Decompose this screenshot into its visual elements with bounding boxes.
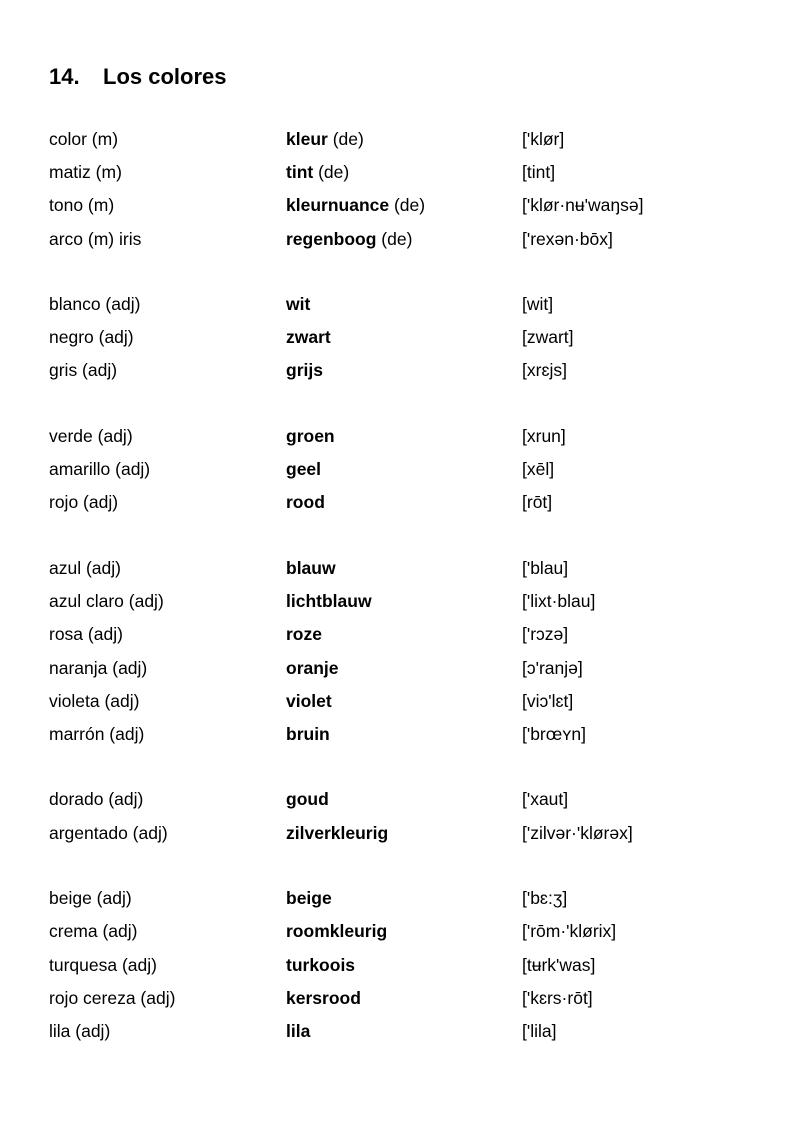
dutch-term-cell — [286, 161, 522, 183]
vocab-group — [49, 551, 769, 751]
spanish-term: naranja (adj) — [49, 657, 148, 678]
dutch-word: kleur — [286, 128, 328, 149]
dutch-term-cell — [286, 657, 522, 679]
dutch-term-cell — [286, 425, 522, 447]
vocab-row — [49, 651, 769, 684]
spanish-term: beige (adj) — [49, 887, 132, 908]
spanish-term: gris (adj) — [49, 360, 118, 381]
dutch-word: blauw — [286, 557, 336, 578]
vocab-group — [49, 287, 769, 387]
pronunciation: [tint] — [522, 161, 556, 182]
spanish-term: amarillo (adj) — [49, 459, 151, 480]
dutch-article: (de) — [393, 195, 426, 216]
pronunciation: [zwart] — [522, 327, 574, 348]
vocab-row — [49, 354, 769, 387]
pronunciation: ['zilvər·'klørəx] — [522, 822, 633, 843]
pronunciation: [xēl] — [522, 459, 555, 480]
vocab-row — [49, 618, 769, 651]
dutch-word: beige — [286, 887, 332, 908]
section-heading: Los colores — [103, 64, 227, 89]
pronunciation: [ɔ'ranjə] — [522, 657, 583, 678]
dutch-term-cell — [286, 822, 522, 844]
spanish-term: marrón (adj) — [49, 724, 145, 745]
dutch-word: kersrood — [286, 987, 361, 1008]
pronunciation: ['rōm·'klørix] — [522, 921, 617, 942]
spanish-term: color (m) — [49, 128, 119, 149]
dutch-term-cell — [286, 491, 522, 513]
section-title — [49, 62, 226, 92]
vocab-row — [49, 881, 769, 914]
pronunciation: ['xaut] — [522, 789, 569, 810]
pronunciation: ['lixt·blau] — [522, 590, 596, 611]
dutch-word: rood — [286, 492, 325, 513]
dutch-term-cell — [286, 723, 522, 745]
dutch-word: wit — [286, 293, 311, 314]
spanish-term: rosa (adj) — [49, 624, 123, 645]
dutch-term-cell — [286, 458, 522, 480]
dutch-word: roomkleurig — [286, 921, 388, 942]
pronunciation: ['bɛ:ʒ] — [522, 887, 568, 908]
pronunciation: ['lila] — [522, 1021, 557, 1042]
spanish-term: verde (adj) — [49, 425, 133, 446]
dutch-term-cell — [286, 788, 522, 810]
spanish-term: argentado (adj) — [49, 822, 168, 843]
dutch-term-cell — [286, 1020, 522, 1042]
vocab-row — [49, 717, 769, 750]
spanish-term: lila (adj) — [49, 1021, 111, 1042]
pronunciation: ['klør·nʉ'waŋsə] — [522, 195, 644, 216]
dutch-word: oranje — [286, 657, 339, 678]
pronunciation: [xrun] — [522, 425, 566, 446]
dutch-term-cell — [286, 590, 522, 612]
dutch-term-cell — [286, 690, 522, 712]
pronunciation: [rōt] — [522, 492, 553, 513]
vocab-row — [49, 551, 769, 584]
pronunciation: ['blau] — [522, 557, 569, 578]
dutch-term-cell — [286, 228, 522, 250]
spanish-term: azul claro (adj) — [49, 590, 164, 611]
pronunciation: ['brœʏn] — [522, 724, 586, 745]
spanish-term: rojo (adj) — [49, 492, 119, 513]
dutch-article: (de) — [332, 128, 364, 149]
section-number: 14. — [49, 64, 80, 89]
spanish-term: crema (adj) — [49, 921, 138, 942]
vocab-row — [49, 684, 769, 717]
dutch-term-cell — [286, 987, 522, 1009]
dutch-article: (de) — [381, 228, 413, 249]
spanish-term: blanco (adj) — [49, 293, 141, 314]
pronunciation: ['rɔzə] — [522, 624, 569, 645]
vocab-group — [49, 122, 769, 255]
dutch-term-cell — [286, 920, 522, 942]
spanish-term: turquesa (adj) — [49, 954, 157, 975]
spanish-term: rojo cereza (adj) — [49, 987, 176, 1008]
vocab-row — [49, 155, 769, 188]
vocab-row — [49, 452, 769, 485]
dutch-word: goud — [286, 789, 329, 810]
pronunciation: ['kɛrs·rōt] — [522, 987, 593, 1008]
spanish-term: azul (adj) — [49, 557, 121, 578]
dutch-term-cell — [286, 326, 522, 348]
dutch-term-cell — [286, 623, 522, 645]
vocab-row — [49, 816, 769, 849]
dutch-word: bruin — [286, 724, 330, 745]
dutch-term-cell — [286, 194, 522, 216]
vocab-row — [49, 783, 769, 816]
spanish-term: tono (m) — [49, 195, 115, 216]
dutch-term-cell — [286, 557, 522, 579]
pronunciation: [viɔ'lɛt] — [522, 690, 574, 711]
vocab-row — [49, 287, 769, 320]
vocab-row — [49, 948, 769, 981]
vocab-row — [49, 1015, 769, 1048]
vocab-row — [49, 915, 769, 948]
spanish-term: violeta (adj) — [49, 690, 140, 711]
vocab-row — [49, 981, 769, 1014]
dutch-word: zilverkleurig — [286, 822, 389, 843]
dutch-term-cell — [286, 954, 522, 976]
vocab-row — [49, 222, 769, 255]
dutch-word: turkoois — [286, 954, 356, 975]
dutch-article: (de) — [318, 161, 350, 182]
dutch-term-cell — [286, 359, 522, 381]
pronunciation: [xrɛjs] — [522, 360, 567, 381]
vocab-row — [49, 486, 769, 519]
dutch-word: tint — [286, 161, 314, 182]
dutch-word: groen — [286, 425, 335, 446]
vocab-row — [49, 419, 769, 452]
pronunciation: ['klør] — [522, 128, 565, 149]
dutch-word: roze — [286, 624, 322, 645]
dutch-word: violet — [286, 690, 332, 711]
vocab-group — [49, 419, 769, 519]
vocab-group — [49, 783, 769, 850]
spanish-term: negro (adj) — [49, 327, 134, 348]
dutch-word: lichtblauw — [286, 590, 372, 611]
dutch-term-cell — [286, 887, 522, 909]
vocabulary-list — [49, 122, 769, 1080]
pronunciation: [wit] — [522, 293, 554, 314]
vocab-row — [49, 584, 769, 617]
spanish-term: dorado (adj) — [49, 789, 144, 810]
vocab-row — [49, 320, 769, 353]
pronunciation: [tʉrk'was] — [522, 954, 596, 975]
dutch-word: zwart — [286, 327, 331, 348]
dutch-term-cell — [286, 128, 522, 150]
dutch-word: regenboog — [286, 228, 377, 249]
spanish-term: arco (m) iris — [49, 228, 142, 249]
dutch-word: geel — [286, 459, 322, 480]
dutch-word: grijs — [286, 360, 323, 381]
vocab-row — [49, 122, 769, 155]
dutch-term-cell — [286, 293, 522, 315]
pronunciation: ['rexən·bōx] — [522, 228, 613, 249]
vocab-row — [49, 189, 769, 222]
dutch-word: kleurnuance — [286, 195, 390, 216]
vocab-group — [49, 881, 769, 1047]
spanish-term: matiz (m) — [49, 161, 122, 182]
dutch-word: lila — [286, 1021, 311, 1042]
